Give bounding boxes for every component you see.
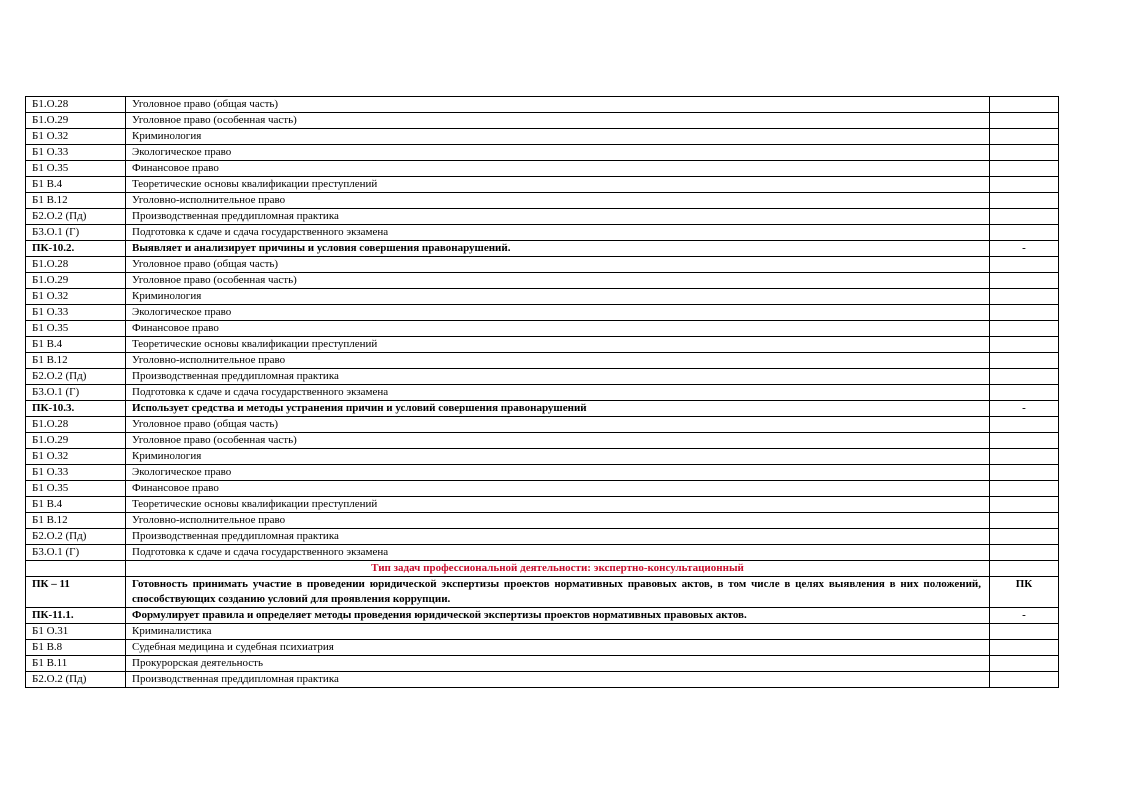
competency-table <box>25 96 1059 688</box>
table-row <box>26 305 1059 321</box>
discipline-code: Б2.О.2 (Пд) <box>26 529 126 545</box>
table-row <box>26 289 1059 305</box>
discipline-code: Б1 В.4 <box>26 177 126 193</box>
discipline-code: Б1 В.4 <box>26 497 126 513</box>
discipline-code: Б1.О.29 <box>26 433 126 449</box>
discipline-name: Уголовно-исполнительное право <box>126 353 990 369</box>
discipline-code: Б2.О.2 (Пд) <box>26 672 126 688</box>
discipline-code: Б1 О.35 <box>26 481 126 497</box>
competency-mark <box>990 273 1059 289</box>
competency-mark: - <box>990 401 1059 417</box>
indicator-code: ПК-10.3. <box>26 401 126 417</box>
table-row <box>26 225 1059 241</box>
indicator-name: Выявляет и анализирует причины и условия совершения правонарушений. <box>126 241 990 257</box>
competency-mark <box>990 545 1059 561</box>
competency-mark <box>990 145 1059 161</box>
discipline-name: Производственная преддипломная практика <box>126 369 990 385</box>
table-row <box>26 385 1059 401</box>
indicator-row <box>26 608 1059 624</box>
table-row <box>26 209 1059 225</box>
discipline-code: Б1.О.29 <box>26 273 126 289</box>
discipline-code: Б1.О.28 <box>26 97 126 113</box>
table-row <box>26 433 1059 449</box>
table-row <box>26 449 1059 465</box>
discipline-code: Б3.О.1 (Г) <box>26 385 126 401</box>
discipline-name: Финансовое право <box>126 161 990 177</box>
competency-mark <box>990 656 1059 672</box>
competency-mark <box>990 433 1059 449</box>
competency-mark <box>990 624 1059 640</box>
discipline-name: Экологическое право <box>126 305 990 321</box>
discipline-name: Финансовое право <box>126 321 990 337</box>
table-row <box>26 145 1059 161</box>
indicator-row <box>26 241 1059 257</box>
competency-mark <box>990 513 1059 529</box>
empty-cell <box>990 561 1059 577</box>
competency-mark <box>990 672 1059 688</box>
discipline-name: Теоретические основы квалификации преступлений <box>126 337 990 353</box>
competency-mark <box>990 481 1059 497</box>
discipline-name: Уголовное право (особенная часть) <box>126 273 990 289</box>
competency-description: Готовность принимать участие в проведении юридической экспертизы проектов нормативных правовых актов, в том числе в целях выявления в них положений, способствующих созданию условий для проявления коррупции. <box>126 577 990 608</box>
discipline-name: Уголовное право (общая часть) <box>126 97 990 113</box>
competency-mark: - <box>990 608 1059 624</box>
discipline-name: Криминология <box>126 449 990 465</box>
table-row <box>26 177 1059 193</box>
table-row <box>26 481 1059 497</box>
discipline-code: Б1 О.33 <box>26 465 126 481</box>
competency-mark: - <box>990 241 1059 257</box>
discipline-name: Уголовное право (особенная часть) <box>126 113 990 129</box>
empty-cell <box>26 561 126 577</box>
table-row <box>26 97 1059 113</box>
table-row <box>26 161 1059 177</box>
table-row <box>26 193 1059 209</box>
table-row <box>26 113 1059 129</box>
discipline-name: Теоретические основы квалификации преступлений <box>126 177 990 193</box>
competency-mark <box>990 321 1059 337</box>
discipline-code: Б1 О.33 <box>26 145 126 161</box>
discipline-name: Производственная преддипломная практика <box>126 209 990 225</box>
competency-mark <box>990 177 1059 193</box>
discipline-name: Уголовно-исполнительное право <box>126 193 990 209</box>
competency-mark <box>990 385 1059 401</box>
table-row <box>26 545 1059 561</box>
discipline-name: Производственная преддипломная практика <box>126 529 990 545</box>
competency-mark <box>990 640 1059 656</box>
discipline-code: Б1.О.28 <box>26 417 126 433</box>
activity-type-title: Тип задач профессиональной деятельности: экспертно-консультационный <box>126 561 990 577</box>
discipline-name: Криминалистика <box>126 624 990 640</box>
discipline-name: Судебная медицина и судебная психиатрия <box>126 640 990 656</box>
competency-mark <box>990 465 1059 481</box>
competency-mark <box>990 289 1059 305</box>
discipline-code: Б1 В.12 <box>26 193 126 209</box>
competency-mark <box>990 209 1059 225</box>
discipline-name: Подготовка к сдаче и сдача государственного экзамена <box>126 225 990 241</box>
competency-mark <box>990 161 1059 177</box>
discipline-name: Подготовка к сдаче и сдача государственного экзамена <box>126 385 990 401</box>
discipline-code: Б1 В.12 <box>26 353 126 369</box>
table-row <box>26 321 1059 337</box>
competency-mark <box>990 113 1059 129</box>
discipline-code: Б3.О.1 (Г) <box>26 545 126 561</box>
discipline-code: Б1 О.35 <box>26 321 126 337</box>
indicator-code: ПК-10.2. <box>26 241 126 257</box>
discipline-code: Б1.О.29 <box>26 113 126 129</box>
discipline-name: Криминология <box>126 289 990 305</box>
competency-mark <box>990 305 1059 321</box>
table-row <box>26 273 1059 289</box>
competency-mark <box>990 449 1059 465</box>
competency-mark: ПК <box>990 577 1059 608</box>
competency-mark <box>990 529 1059 545</box>
competency-mark <box>990 369 1059 385</box>
table-row <box>26 529 1059 545</box>
discipline-code: Б1 В.11 <box>26 656 126 672</box>
indicator-name: Использует средства и методы устранения причин и условий совершения правонарушений <box>126 401 990 417</box>
discipline-name: Подготовка к сдаче и сдача государственного экзамена <box>126 545 990 561</box>
competency-mark <box>990 497 1059 513</box>
discipline-code: Б1 О.31 <box>26 624 126 640</box>
competency-row <box>26 577 1059 608</box>
discipline-name: Экологическое право <box>126 145 990 161</box>
competency-mark <box>990 193 1059 209</box>
discipline-code: Б2.О.2 (Пд) <box>26 369 126 385</box>
discipline-code: Б1 О.32 <box>26 129 126 145</box>
table-row <box>26 497 1059 513</box>
table-row <box>26 129 1059 145</box>
discipline-code: Б1 В.4 <box>26 337 126 353</box>
table-row <box>26 672 1059 688</box>
indicator-row <box>26 401 1059 417</box>
discipline-code: Б1 В.8 <box>26 640 126 656</box>
discipline-code: Б1 О.32 <box>26 449 126 465</box>
competency-mark <box>990 225 1059 241</box>
competency-code: ПК – 11 <box>26 577 126 608</box>
discipline-name: Уголовное право (общая часть) <box>126 257 990 273</box>
table-row <box>26 337 1059 353</box>
table-row <box>26 624 1059 640</box>
table-row <box>26 465 1059 481</box>
discipline-code: Б1.О.28 <box>26 257 126 273</box>
table-row <box>26 656 1059 672</box>
activity-type-row <box>26 561 1059 577</box>
discipline-name: Производственная преддипломная практика <box>126 672 990 688</box>
discipline-code: Б1 О.35 <box>26 161 126 177</box>
discipline-name: Прокурорская деятельность <box>126 656 990 672</box>
table-row <box>26 513 1059 529</box>
table-row <box>26 257 1059 273</box>
competency-mark <box>990 257 1059 273</box>
competency-mark <box>990 337 1059 353</box>
discipline-name: Криминология <box>126 129 990 145</box>
discipline-name: Финансовое право <box>126 481 990 497</box>
discipline-code: Б3.О.1 (Г) <box>26 225 126 241</box>
discipline-name: Уголовное право (особенная часть) <box>126 433 990 449</box>
competency-mark <box>990 97 1059 113</box>
table-row <box>26 369 1059 385</box>
competency-mark <box>990 353 1059 369</box>
indicator-code: ПК-11.1. <box>26 608 126 624</box>
discipline-name: Уголовно-исполнительное право <box>126 513 990 529</box>
discipline-name: Экологическое право <box>126 465 990 481</box>
discipline-code: Б1 О.32 <box>26 289 126 305</box>
table-row <box>26 353 1059 369</box>
table-row <box>26 640 1059 656</box>
discipline-code: Б1 О.33 <box>26 305 126 321</box>
discipline-name: Теоретические основы квалификации преступлений <box>126 497 990 513</box>
competency-mark <box>990 417 1059 433</box>
competency-mark <box>990 129 1059 145</box>
discipline-name: Уголовное право (общая часть) <box>126 417 990 433</box>
discipline-code: Б1 В.12 <box>26 513 126 529</box>
discipline-code: Б2.О.2 (Пд) <box>26 209 126 225</box>
table-row <box>26 417 1059 433</box>
indicator-name: Формулирует правила и определяет методы проведения юридической экспертизы проектов нормативных правовых актов. <box>126 608 990 624</box>
